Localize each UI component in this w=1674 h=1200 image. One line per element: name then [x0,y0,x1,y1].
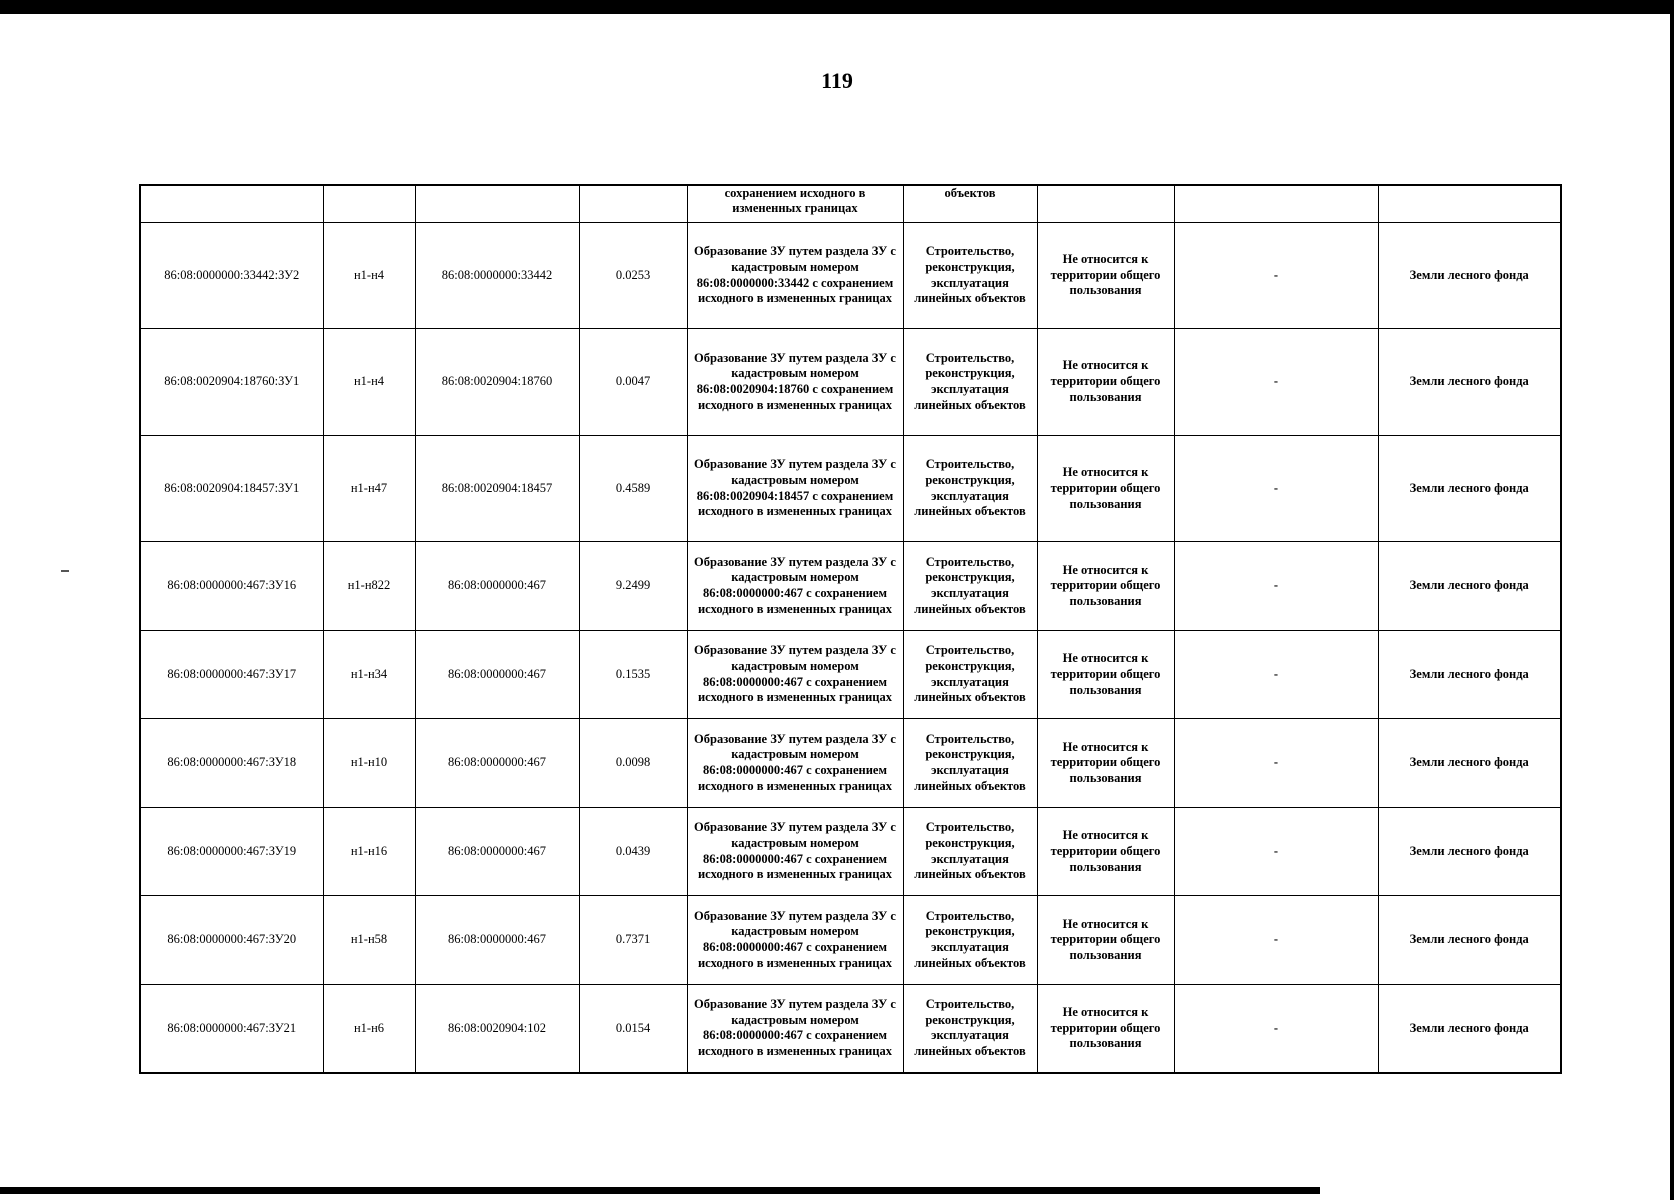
scan-border-top [0,0,1674,14]
points-cell: н1-н16 [323,807,415,895]
table-row [140,435,1561,542]
formation-cell-continued: сохранением исходного в измененных границах [687,185,903,222]
permitted-use-cell: Строительство, реконструкция, эксплуатация линейных объектов [903,329,1037,436]
formation-cell: Образование ЗУ путем раздела ЗУ с кадастровым номером 86:08:0000000:33442 с сохранением исходного в измененных границах [687,222,903,329]
public-territory-cell: Не относится к территории общего пользования [1037,896,1174,984]
formation-cell: Образование ЗУ путем раздела ЗУ с кадастровым номером 86:08:0000000:467 с сохранением исходного в измененных границах [687,719,903,807]
table-row [140,222,1561,329]
area-cell: 0.4589 [579,435,687,542]
source-parcel-cell: 86:08:0000000:467 [415,542,579,630]
source-parcel-cell: 86:08:0000000:467 [415,896,579,984]
table-cell-empty [1378,185,1561,222]
points-cell: н1-н6 [323,984,415,1073]
table-cell-empty [323,185,415,222]
formation-cell: Образование ЗУ путем раздела ЗУ с кадастровым номером 86:08:0020904:18760 с сохранением исходного в измененных границах [687,329,903,436]
designation-cell: 86:08:0000000:467:ЗУ21 [140,984,323,1073]
continuation-row [140,185,1561,222]
formation-cell: Образование ЗУ путем раздела ЗУ с кадастровым номером 86:08:0000000:467 с сохранением исходного в измененных границах [687,896,903,984]
table-cell-empty [415,185,579,222]
area-cell: 0.0253 [579,222,687,329]
designation-cell: 86:08:0020904:18760:ЗУ1 [140,329,323,436]
public-territory-cell: Не относится к территории общего пользования [1037,807,1174,895]
table-row [140,807,1561,895]
area-cell: 0.1535 [579,630,687,718]
encumbrance-cell: - [1174,984,1378,1073]
scan-artifact-mark [61,570,69,572]
designation-cell: 86:08:0000000:33442:ЗУ2 [140,222,323,329]
public-territory-cell: Не относится к территории общего пользования [1037,719,1174,807]
designation-cell: 86:08:0020904:18457:ЗУ1 [140,435,323,542]
permitted-use-cell: Строительство, реконструкция, эксплуатация линейных объектов [903,807,1037,895]
points-cell: н1-н47 [323,435,415,542]
points-cell: н1-н34 [323,630,415,718]
points-cell: н1-н822 [323,542,415,630]
encumbrance-cell: - [1174,896,1378,984]
permitted-use-cell: Строительство, реконструкция, эксплуатация линейных объектов [903,542,1037,630]
table-row [140,984,1561,1073]
source-parcel-cell: 86:08:0020904:18457 [415,435,579,542]
land-category-cell: Земли лесного фонда [1378,896,1561,984]
land-category-cell: Земли лесного фонда [1378,222,1561,329]
page-number: 119 [821,68,853,93]
source-parcel-cell: 86:08:0000000:33442 [415,222,579,329]
land-category-cell: Земли лесного фонда [1378,329,1561,436]
permitted-use-cell-continued: объектов [903,185,1037,222]
public-territory-cell: Не относится к территории общего пользования [1037,984,1174,1073]
area-cell: 0.0154 [579,984,687,1073]
table-row [140,719,1561,807]
designation-cell: 86:08:0000000:467:ЗУ16 [140,542,323,630]
points-cell: н1-н4 [323,329,415,436]
formation-cell: Образование ЗУ путем раздела ЗУ с кадастровым номером 86:08:0020904:18457 с сохранением исходного в измененных границах [687,435,903,542]
source-parcel-cell: 86:08:0000000:467 [415,719,579,807]
table-row [140,542,1561,630]
designation-cell: 86:08:0000000:467:ЗУ17 [140,630,323,718]
public-territory-cell: Не относится к территории общего пользования [1037,222,1174,329]
formation-cell: Образование ЗУ путем раздела ЗУ с кадастровым номером 86:08:0000000:467 с сохранением исходного в измененных границах [687,807,903,895]
land-category-cell: Земли лесного фонда [1378,630,1561,718]
designation-cell: 86:08:0000000:467:ЗУ19 [140,807,323,895]
formation-cell: Образование ЗУ путем раздела ЗУ с кадастровым номером 86:08:0000000:467 с сохранением исходного в измененных границах [687,984,903,1073]
encumbrance-cell: - [1174,329,1378,436]
encumbrance-cell: - [1174,542,1378,630]
designation-cell: 86:08:0000000:467:ЗУ20 [140,896,323,984]
source-parcel-cell: 86:08:0020904:18760 [415,329,579,436]
table-cell-empty [579,185,687,222]
table-cell-empty [140,185,323,222]
area-cell: 0.0098 [579,719,687,807]
table-cell-empty [1174,185,1378,222]
area-cell: 0.7371 [579,896,687,984]
source-parcel-cell: 86:08:0020904:102 [415,984,579,1073]
encumbrance-cell: - [1174,630,1378,718]
area-cell: 0.0439 [579,807,687,895]
encumbrance-cell: - [1174,807,1378,895]
scan-border-right [1670,0,1674,1200]
land-category-cell: Земли лесного фонда [1378,719,1561,807]
public-territory-cell: Не относится к территории общего пользования [1037,542,1174,630]
encumbrance-cell: - [1174,222,1378,329]
points-cell: н1-н4 [323,222,415,329]
source-parcel-cell: 86:08:0000000:467 [415,630,579,718]
points-cell: н1-н10 [323,719,415,807]
area-cell: 9.2499 [579,542,687,630]
land-parcels-table [139,184,1562,1074]
encumbrance-cell: - [1174,719,1378,807]
source-parcel-cell: 86:08:0000000:467 [415,807,579,895]
permitted-use-cell: Строительство, реконструкция, эксплуатация линейных объектов [903,984,1037,1073]
designation-cell: 86:08:0000000:467:ЗУ18 [140,719,323,807]
formation-cell: Образование ЗУ путем раздела ЗУ с кадастровым номером 86:08:0000000:467 с сохранением исходного в измененных границах [687,542,903,630]
points-cell: н1-н58 [323,896,415,984]
land-category-cell: Земли лесного фонда [1378,542,1561,630]
land-category-cell: Земли лесного фонда [1378,435,1561,542]
scan-border-bottom [0,1187,1320,1194]
land-category-cell: Земли лесного фонда [1378,984,1561,1073]
table-row [140,896,1561,984]
permitted-use-cell: Строительство, реконструкция, эксплуатация линейных объектов [903,222,1037,329]
permitted-use-cell: Строительство, реконструкция, эксплуатация линейных объектов [903,719,1037,807]
land-category-cell: Земли лесного фонда [1378,807,1561,895]
table-cell-empty [1037,185,1174,222]
permitted-use-cell: Строительство, реконструкция, эксплуатация линейных объектов [903,630,1037,718]
permitted-use-cell: Строительство, реконструкция, эксплуатация линейных объектов [903,435,1037,542]
area-cell: 0.0047 [579,329,687,436]
table-row [140,329,1561,436]
encumbrance-cell: - [1174,435,1378,542]
public-territory-cell: Не относится к территории общего пользования [1037,435,1174,542]
public-territory-cell: Не относится к территории общего пользования [1037,630,1174,718]
permitted-use-cell: Строительство, реконструкция, эксплуатация линейных объектов [903,896,1037,984]
formation-cell: Образование ЗУ путем раздела ЗУ с кадастровым номером 86:08:0000000:467 с сохранением исходного в измененных границах [687,630,903,718]
public-territory-cell: Не относится к территории общего пользования [1037,329,1174,436]
table-row [140,630,1561,718]
